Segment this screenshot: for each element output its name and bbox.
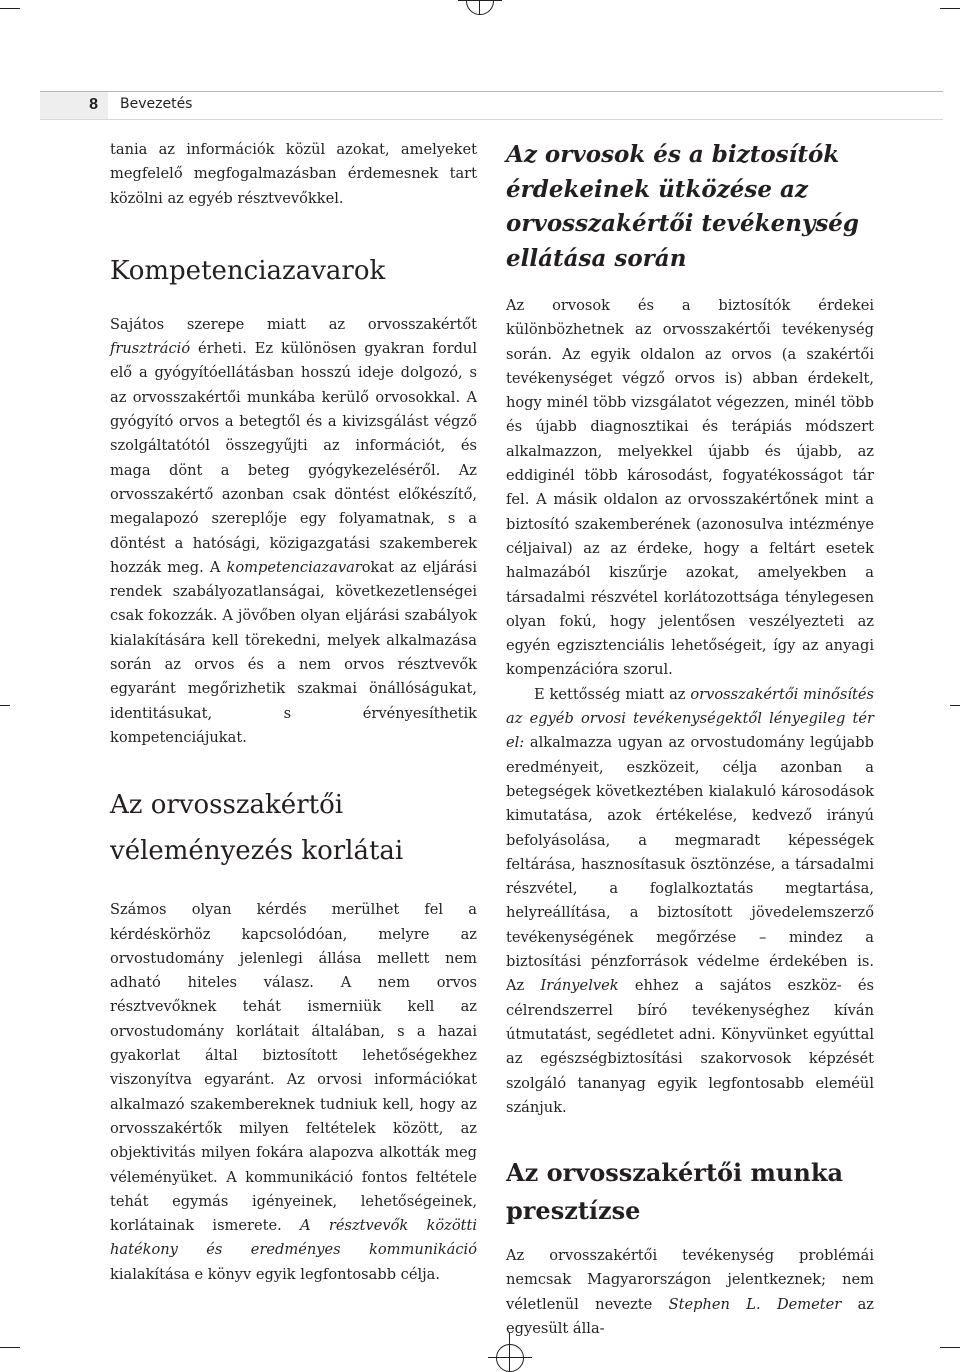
left-column bbox=[110, 138, 477, 1287]
heading-erdekek-utkozese: Az orvosok és a biztosítók érdekeinek ütközése az orvosszakértői tevékenység ellátása során bbox=[506, 141, 859, 272]
crop-mark-left-middle bbox=[0, 705, 10, 706]
paragraph-erdekek: Az orvosok és a biztosítók érdekei különbözhetnek az orvosszakértői tevékenység során. Az egyik oldalon az orvos (a szakértői tevékenységet végző orvos is) abban érdekelt, hogy minél több vizsgálatot végezzen, minél több és újabb diagnosztikai és terápiás módszert alkalmazzon, melyekkel újabb és újabb, az eddiginél több károsodást, fogyatékosságot tár fel. A másik oldalon az orvosszakértőnek mint a biztosító szakemberének (azonosulva intézménye céljaival) az az érdeke, hogy a feltárt esetek halmazából kiszűrje azokat, amelyekben a társadalmi részvétel korlátozottsága ténylegesen olyan fokú, hogy jelentősen veszélyezteti az egyén egzisztenciális lehetőségeit, így az anyagi kompenzációra szorul. bbox=[506, 297, 874, 679]
heading-kompetenciazavarok: Kompetenciazavarok bbox=[110, 255, 386, 286]
crop-mark-top-left bbox=[0, 8, 20, 9]
paragraph-presztizs: Az orvosszakértői tevékenység problémái nemcsak Magyarországon jelentkeznek; nem véletlenül nevezte Stephen L. Demeter az egyesült álla- bbox=[506, 1247, 874, 1337]
crop-mark-top-right bbox=[940, 8, 960, 9]
section-title: Bevezetés bbox=[120, 96, 193, 112]
heading-korlatai: Az orvosszakértői véleményezés korlátai bbox=[110, 790, 404, 867]
right-column bbox=[506, 138, 874, 1341]
heading-presztizs: Az orvosszakértői munka presztízse bbox=[506, 1158, 843, 1226]
paragraph-kompetenciazavarok: Sajátos szerepe miatt az orvosszakértőt frusztráció érheti. Ez különösen gyakran fordul elő a gyógyítóellátásban hosszú ideje dolgozó, s az orvosszakértői munkába kerülő orvosokkal. A gyógyító orvos a betegtől és a kivizsgálást végző szolgáltatótól összegyűjti az információt, és maga dönt a beteg gyógykezeléséről. Az orvosszakértő azonban csak döntést előkészítő, megalapozó szereplője egy folyamatnak, s a döntést a hatósági, közigazgatási szakemberek hozzák meg. A kompetenciazavarokat az eljárási rendek szabályozatlanságai, következetlenségei csak fokozzák. A jövőben olyan eljárási szabályok kialakítására kell törekedni, melyek alkalmazása során az orvos és a nem orvos résztvevők egyaránt megőrizhetik szakmai önállóságukat, identitásukat, s érvényesíthetik kompetenciájukat. bbox=[110, 315, 477, 746]
crop-mark-bottom-left bbox=[0, 1347, 20, 1348]
crop-mark-right-middle bbox=[950, 705, 960, 706]
page-number: 8 bbox=[89, 96, 98, 113]
crop-mark-bottom-right bbox=[940, 1347, 960, 1348]
paragraph-korlatai: Számos olyan kérdés merülhet fel a kérdéskörhöz kapcsolódóan, melyre az orvostudomány jelenlegi állása mellett nem adható hiteles válasz. A nem orvos résztvevőknek tehát ismerniük kell az orvostudomány korlátait általában, s a hazai gyakorlat által biztosított lehetőségekhez viszonyítva egyaránt. Az orvosi információkat alkalmazó szakembereknek tudniuk kell, hogy az orvosszakértők milyen feltételek között, az objektivitás milyen fokára alapozva alkották meg véleményüket. A kommunikáció fontos feltétele tehát egymás igényeinek, lehetőségeinek, korlátainak ismerete. A résztvevők közötti hatékony és eredményes kommunikáció kialakítása e könyv egyik legfontosabb célja. bbox=[110, 901, 478, 1283]
page-number-box bbox=[40, 91, 108, 120]
paragraph-kettosseg: E kettősség miatt az orvosszakértői minősítés az egyéb orvosi tevékenységektől lényegileg tér el: alkalmazza ugyan az orvostudomány legújabb eredményeit, eszközeit, célja azonban a betegségek következtében kialakuló károsodások kimutatása, azok értékelése, kedvező irányú befolyásolása, a megmaradt képességek feltárása, hasznosítasuk ösztönzése, a társadalmi részvétel, a foglalkoztatás megtartása, helyreállítása, a biztosított jövedelemszerző tevékenységének megőrzése – mindez a biztosítási pénzforrások védelme érdekében is. Az Irányelvek ehhez a sajátos eszköz- és célrendszerrel bíró tevékenységhez kíván útmutatást, segédletet adni. Könyvünket egyúttal az egészségbiztosítási szakorvosok képzését szolgáló tananyag egyik legfontosabb eleméül szánjuk. bbox=[506, 685, 874, 1116]
running-header bbox=[40, 91, 943, 120]
intro-paragraph: tania az információk közül azokat, amelyeket megfelelő megfogalmazásban érdemesnek tart közölni az egyéb résztvevőkkel. bbox=[110, 141, 477, 207]
